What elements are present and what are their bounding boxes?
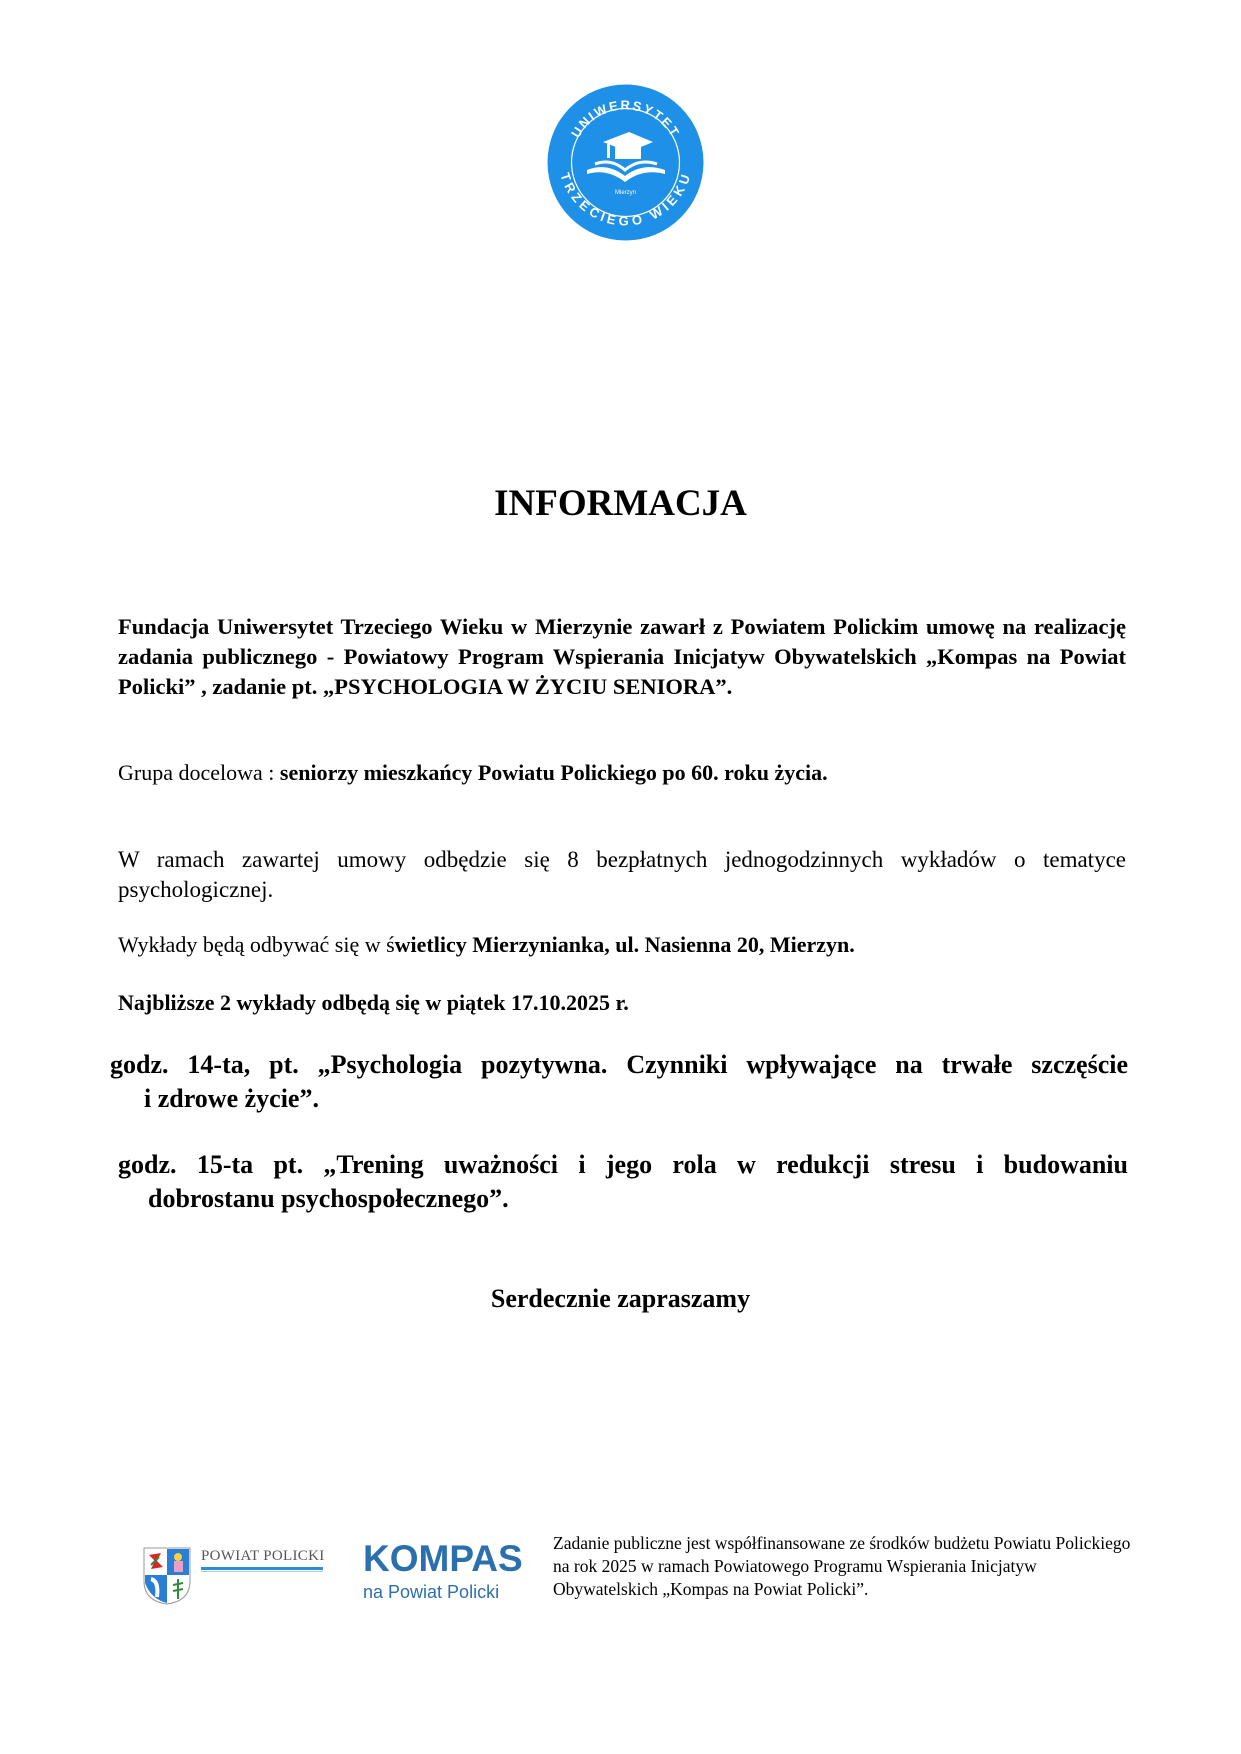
- lecture-item: [110, 1048, 1128, 1116]
- location-value: wietlicy Mierzynianka, ul. Nasienna 20, Mierzyn.: [394, 932, 855, 957]
- svg-text:TRZECIEGO WIEKU: TRZECIEGO WIEKU: [557, 170, 694, 229]
- intro-paragraph: Fundacja Uniwersytet Trzeciego Wieku w Mierzynie zawarł z Powiatem Polickim umowę na realizację zadania publicznego - Powiatowy Program Wspierania Inicjatyw Obywatelskich „Kompas na Powiat Policki” , zadanie pt. „PSYCHOLOGIA W ŻYCIU SENIORA”.: [118, 614, 1126, 699]
- funding-note: Zadanie publiczne jest współfinansowane ze środków budżetu Powiatu Polickiego na rok 2025 w ramach Powiatowego Programu Wspierania Inicjatyw Obywatelskich „Kompas na Powiat Policki”.: [553, 1533, 1131, 1599]
- page-title: INFORMACJA: [494, 483, 747, 524]
- closing-invitation: Serdecznie zapraszamy: [490, 1284, 751, 1313]
- target-group-value: seniorzy mieszkańcy Powiatu Polickiego po 60. roku życia.: [279, 760, 828, 785]
- svg-text:Mierzyn: Mierzyn: [614, 190, 637, 196]
- lecture-line-2: dobrostanu psychospołecznego”.: [148, 1184, 509, 1213]
- kompas-logo-subtitle: na Powiat Policki: [363, 1582, 500, 1602]
- location: [118, 930, 1126, 960]
- next-lectures-date: Najbliższe 2 wykłady odbędą się w piątek 17.10.2025 r.: [118, 990, 629, 1015]
- lectures-info: W ramach zawartej umowy odbędzie się 8 bezpłatnych jednogodzinnych wykładów o tematyce psychologicznej.: [118, 847, 1126, 902]
- university-logo: [547, 84, 704, 241]
- target-group: [118, 758, 1126, 788]
- powiat-logo-underline-light: [201, 1571, 323, 1572]
- lecture-line-1: godz. 14-ta, pt. „Psychologia pozytywna. Czynniki wpływające na trwałe szczęście: [110, 1050, 1128, 1079]
- kompas-logo: KOMPAS: [363, 1538, 523, 1579]
- lecture-item: [118, 1148, 1128, 1216]
- lecture-line-1: godz. 15-ta pt. „Trening uważności i jego rola w redukcji stresu i budowaniu: [118, 1150, 1128, 1179]
- powiat-policki-logo-text: POWIAT POLICKI: [201, 1548, 325, 1564]
- graduation-cap-icon: [547, 84, 704, 241]
- powiat-logo-underline: [201, 1567, 323, 1570]
- svg-text:UNIWERSYTET: UNIWERSYTET: [568, 97, 684, 141]
- powiat-coat-of-arms-icon: [143, 1547, 191, 1605]
- target-group-label: Grupa docelowa :: [118, 760, 280, 785]
- location-prefix: Wykłady będą odbywać się w ś: [118, 932, 395, 957]
- lecture-line-2: i zdrowe życie”.: [144, 1084, 319, 1113]
